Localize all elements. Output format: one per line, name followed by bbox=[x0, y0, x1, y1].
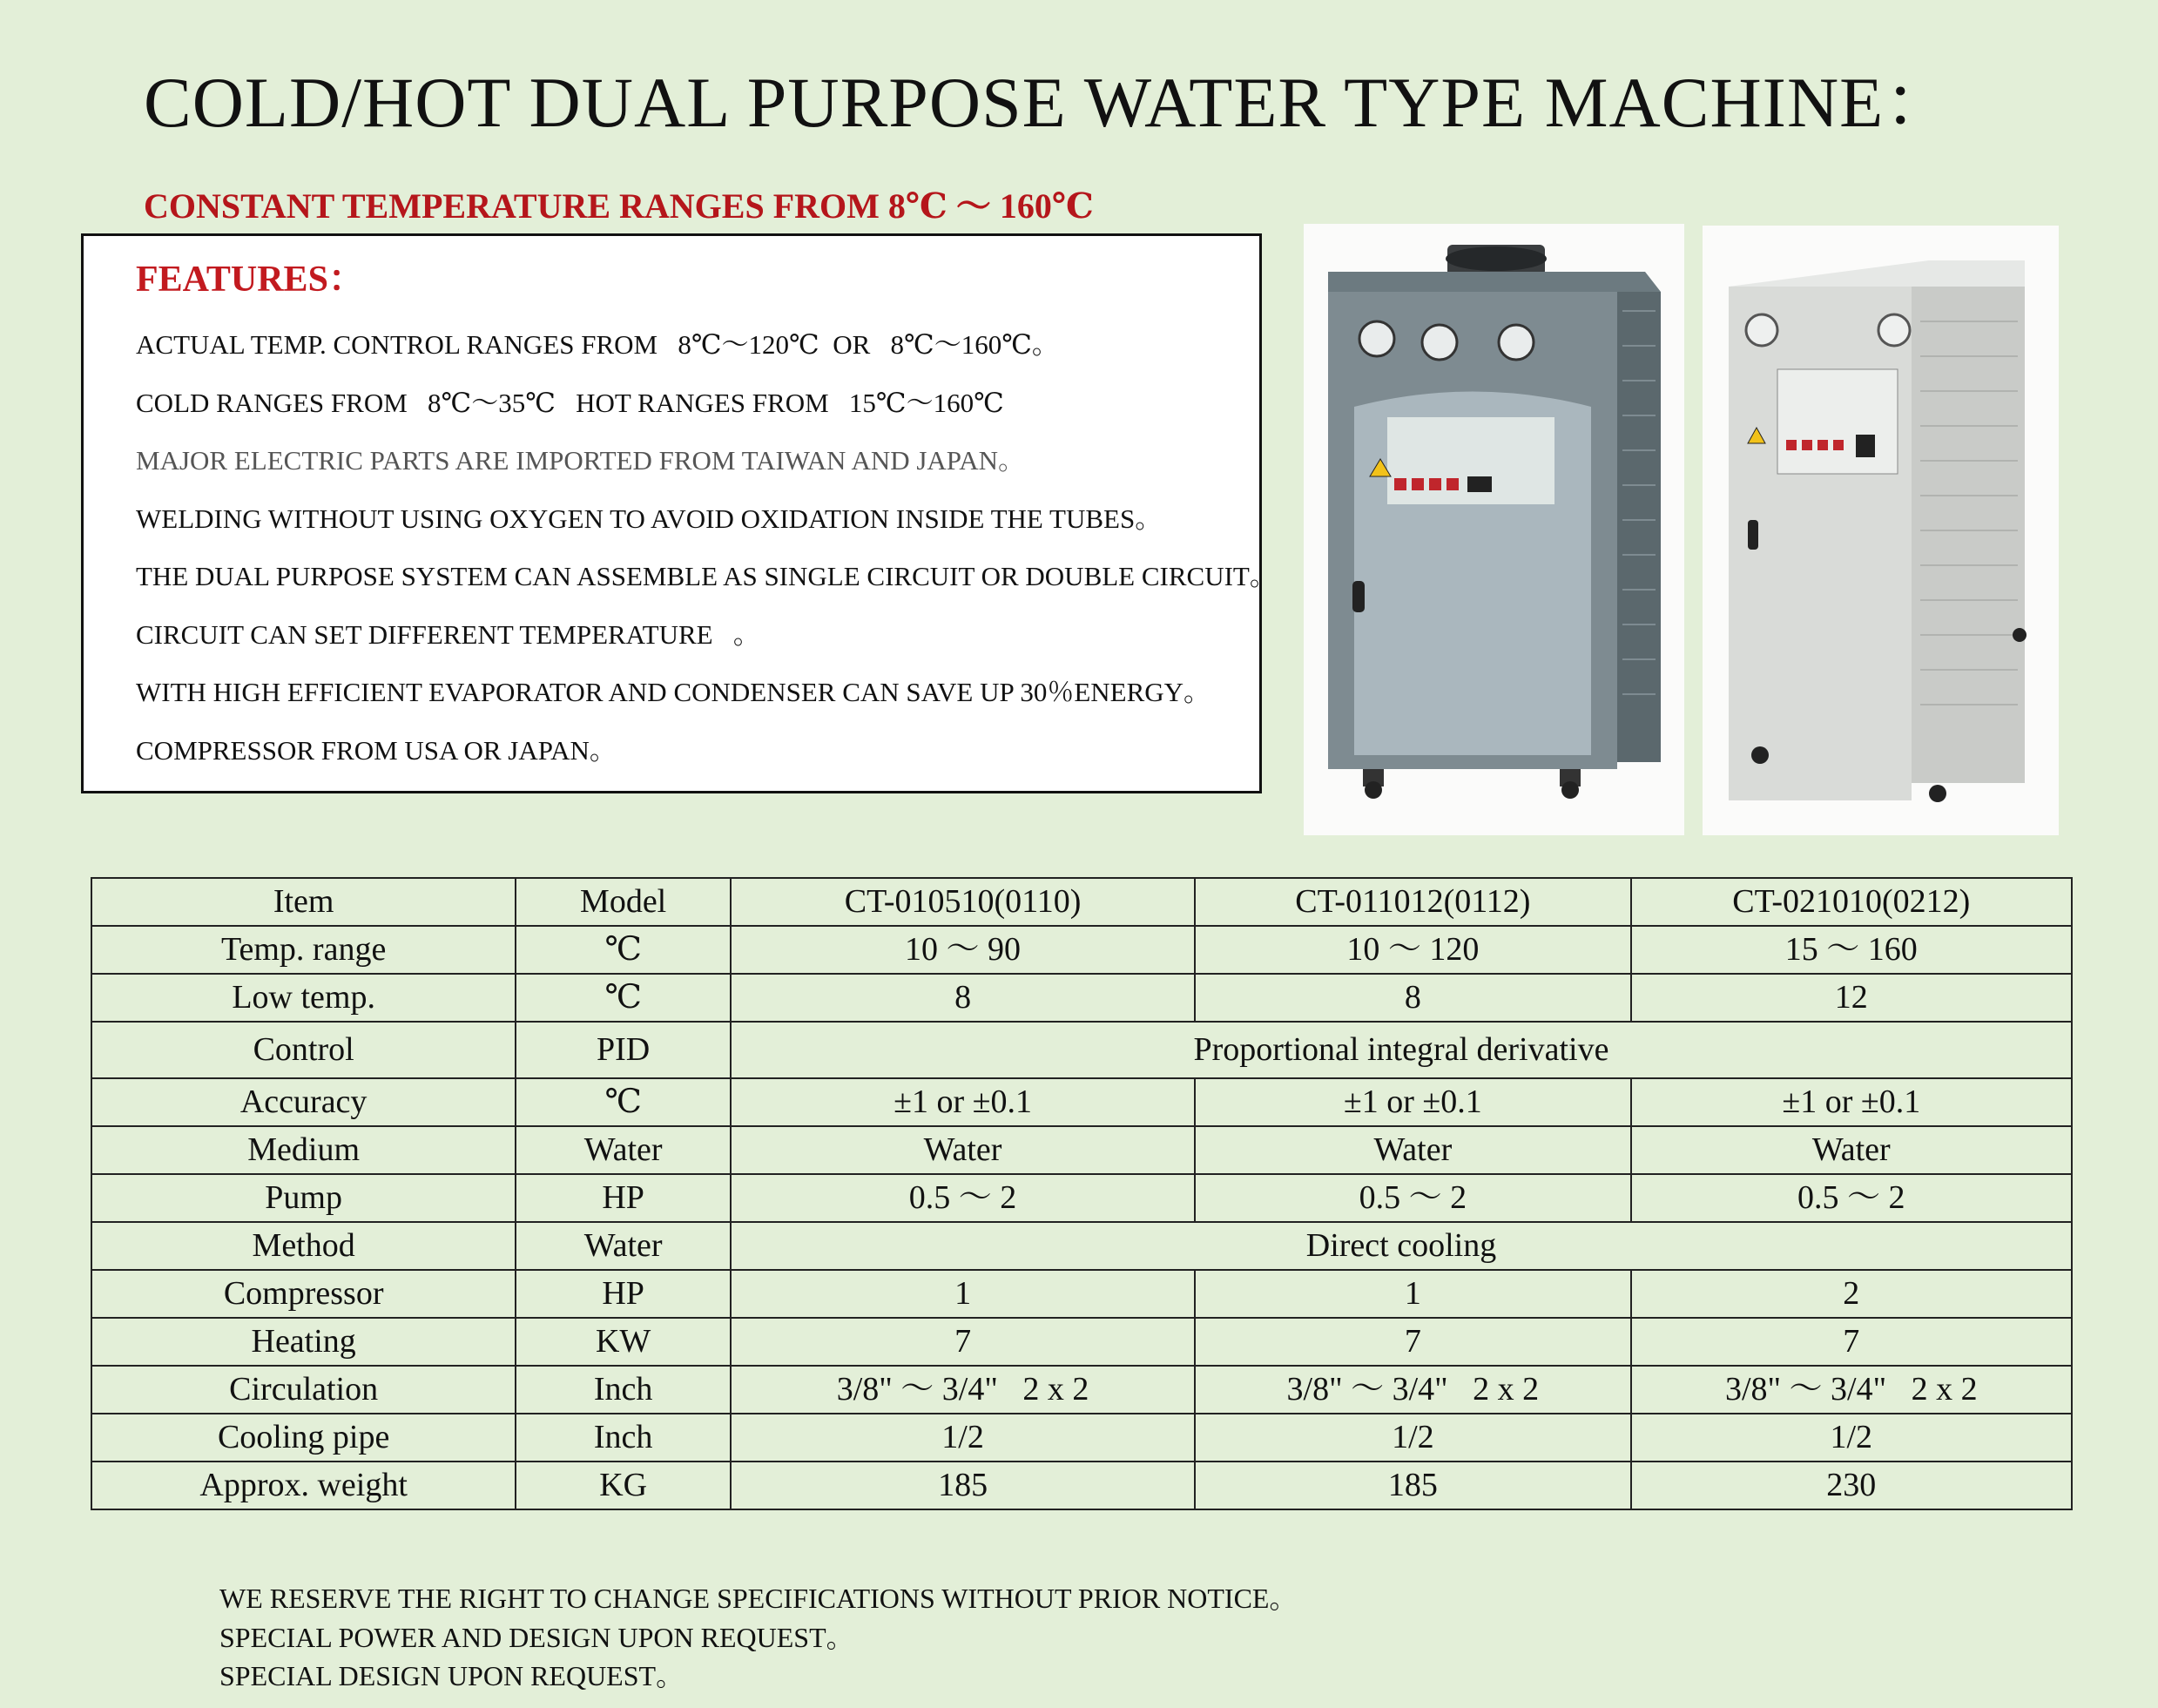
table-row bbox=[91, 1366, 2072, 1414]
table-header-row bbox=[91, 878, 2072, 926]
cell: 7 bbox=[1195, 1318, 1630, 1366]
table-row bbox=[91, 974, 2072, 1022]
footnote: SPECIAL DESIGN UPON REQUEST。 bbox=[219, 1660, 684, 1691]
table-row bbox=[91, 1462, 2072, 1509]
cell: 8 bbox=[1195, 974, 1630, 1022]
cell: ±1 or ±0.1 bbox=[1631, 1078, 2072, 1126]
cell: ±1 or ±0.1 bbox=[731, 1078, 1195, 1126]
feature-item: THE DUAL PURPOSE SYSTEM CAN ASSEMBLE AS SINGLE CIRCUIT OR DOUBLE CIRCUIT。 bbox=[136, 561, 1277, 591]
cell: 15 ～ 160 bbox=[1631, 926, 2072, 974]
cell: 7 bbox=[731, 1318, 1195, 1366]
temperature-range-subtitle: CONSTANT TEMPERATURE RANGES FROM 8℃ ～ 160℃ bbox=[144, 186, 1094, 226]
cell: 2 bbox=[1631, 1270, 2072, 1318]
row-label: Heating bbox=[91, 1318, 516, 1366]
footnote: WE RESERVE THE RIGHT TO CHANGE SPECIFICATIONS WITHOUT PRIOR NOTICE。 bbox=[219, 1583, 1298, 1614]
feature-item: CIRCUIT CAN SET DIFFERENT TEMPERATURE 。 bbox=[136, 618, 760, 650]
cell: 3/8" ～ 3/4" 2 x 2 bbox=[1195, 1366, 1630, 1414]
cell: ±1 or ±0.1 bbox=[1195, 1078, 1630, 1126]
table-row bbox=[91, 1318, 2072, 1366]
row-unit: Water bbox=[516, 1126, 731, 1174]
row-label: Medium bbox=[91, 1126, 516, 1174]
row-label: Accuracy bbox=[91, 1078, 516, 1126]
specification-table bbox=[91, 877, 2073, 1510]
features-panel bbox=[81, 233, 1277, 793]
cell: 3/8" ～ 3/4" 2 x 2 bbox=[1631, 1366, 2072, 1414]
footnote: SPECIAL POWER AND DESIGN UPON REQUEST。 bbox=[219, 1621, 854, 1653]
cell: 10 ～ 90 bbox=[731, 926, 1195, 974]
white-chiller-photo bbox=[1703, 226, 2059, 835]
table-row bbox=[91, 1078, 2072, 1126]
row-label: Temp. range bbox=[91, 926, 516, 974]
feature-item: ACTUAL TEMP. CONTROL RANGES FROM 8℃～120℃ OR 8℃～160℃。 bbox=[136, 329, 1059, 360]
cell: 10 ～ 120 bbox=[1195, 926, 1630, 974]
cell: 3/8" ～ 3/4" 2 x 2 bbox=[731, 1366, 1195, 1414]
merged-cell: Proportional integral derivative bbox=[731, 1022, 2072, 1078]
cell: Water bbox=[731, 1126, 1195, 1174]
row-unit: ℃ bbox=[516, 926, 731, 974]
cell: 1/2 bbox=[1195, 1414, 1630, 1462]
cell: 185 bbox=[1195, 1462, 1630, 1509]
feature-item: WELDING WITHOUT USING OXYGEN TO AVOID OXIDATION INSIDE THE TUBES。 bbox=[136, 503, 1163, 534]
feature-item: COMPRESSOR FROM USA OR JAPAN。 bbox=[136, 734, 617, 766]
feature-item: WITH HIGH EFFICIENT EVAPORATOR AND CONDENSER CAN SAVE UP 30％ENERGY。 bbox=[136, 677, 1211, 707]
row-label: Approx. weight bbox=[91, 1462, 516, 1509]
cell: 1 bbox=[731, 1270, 1195, 1318]
table-row bbox=[91, 926, 2072, 974]
row-label: Control bbox=[91, 1022, 516, 1078]
page-title: COLD/HOT DUAL PURPOSE WATER TYPE MACHINE： bbox=[144, 63, 1957, 142]
feature-item: MAJOR ELECTRIC PARTS ARE IMPORTED FROM TAIWAN AND JAPAN。 bbox=[136, 445, 1025, 476]
row-unit: KW bbox=[516, 1318, 731, 1366]
row-unit: Water bbox=[516, 1222, 731, 1270]
merged-cell: Direct cooling bbox=[731, 1222, 2072, 1270]
row-unit: Inch bbox=[516, 1366, 731, 1414]
cell: 185 bbox=[731, 1462, 1195, 1509]
cell: 1 bbox=[1195, 1270, 1630, 1318]
row-unit: ℃ bbox=[516, 1078, 731, 1126]
header-model-2: CT-011012(0112) bbox=[1195, 878, 1630, 926]
cell: 8 bbox=[731, 974, 1195, 1022]
cell: 0.5 ～ 2 bbox=[731, 1174, 1195, 1222]
row-unit: KG bbox=[516, 1462, 731, 1509]
features-heading: FEATURES： bbox=[136, 260, 365, 300]
row-unit: Inch bbox=[516, 1414, 731, 1462]
table-row bbox=[91, 1414, 2072, 1462]
row-label: Circulation bbox=[91, 1366, 516, 1414]
cell: 7 bbox=[1631, 1318, 2072, 1366]
header-model: Model bbox=[516, 878, 731, 926]
row-unit: ℃ bbox=[516, 974, 731, 1022]
row-unit: HP bbox=[516, 1174, 731, 1222]
footnotes bbox=[219, 1579, 1297, 1696]
row-label: Method bbox=[91, 1222, 516, 1270]
row-label: Cooling pipe bbox=[91, 1414, 516, 1462]
grey-chiller-photo bbox=[1304, 224, 1684, 835]
header-model-1: CT-010510(0110) bbox=[731, 878, 1195, 926]
row-label: Low temp. bbox=[91, 974, 516, 1022]
cell: Water bbox=[1631, 1126, 2072, 1174]
cell: 1/2 bbox=[731, 1414, 1195, 1462]
row-unit: PID bbox=[516, 1022, 731, 1078]
feature-item: COLD RANGES FROM 8℃～35℃ HOT RANGES FROM 15℃～160℃ bbox=[136, 387, 1004, 418]
cell: 12 bbox=[1631, 974, 2072, 1022]
table-row bbox=[91, 1222, 2072, 1270]
cell: Water bbox=[1195, 1126, 1630, 1174]
cell: 0.5 ～ 2 bbox=[1195, 1174, 1630, 1222]
table-row bbox=[91, 1126, 2072, 1174]
cell: 0.5 ～ 2 bbox=[1631, 1174, 2072, 1222]
cell: 230 bbox=[1631, 1462, 2072, 1509]
table-row bbox=[91, 1174, 2072, 1222]
header-model-3: CT-021010(0212) bbox=[1631, 878, 2072, 926]
table-row bbox=[91, 1022, 2072, 1078]
feature-list bbox=[136, 316, 1277, 780]
row-label: Pump bbox=[91, 1174, 516, 1222]
row-label: Compressor bbox=[91, 1270, 516, 1318]
table-row bbox=[91, 1270, 2072, 1318]
row-unit: HP bbox=[516, 1270, 731, 1318]
cell: 1/2 bbox=[1631, 1414, 2072, 1462]
header-item: Item bbox=[91, 878, 516, 926]
